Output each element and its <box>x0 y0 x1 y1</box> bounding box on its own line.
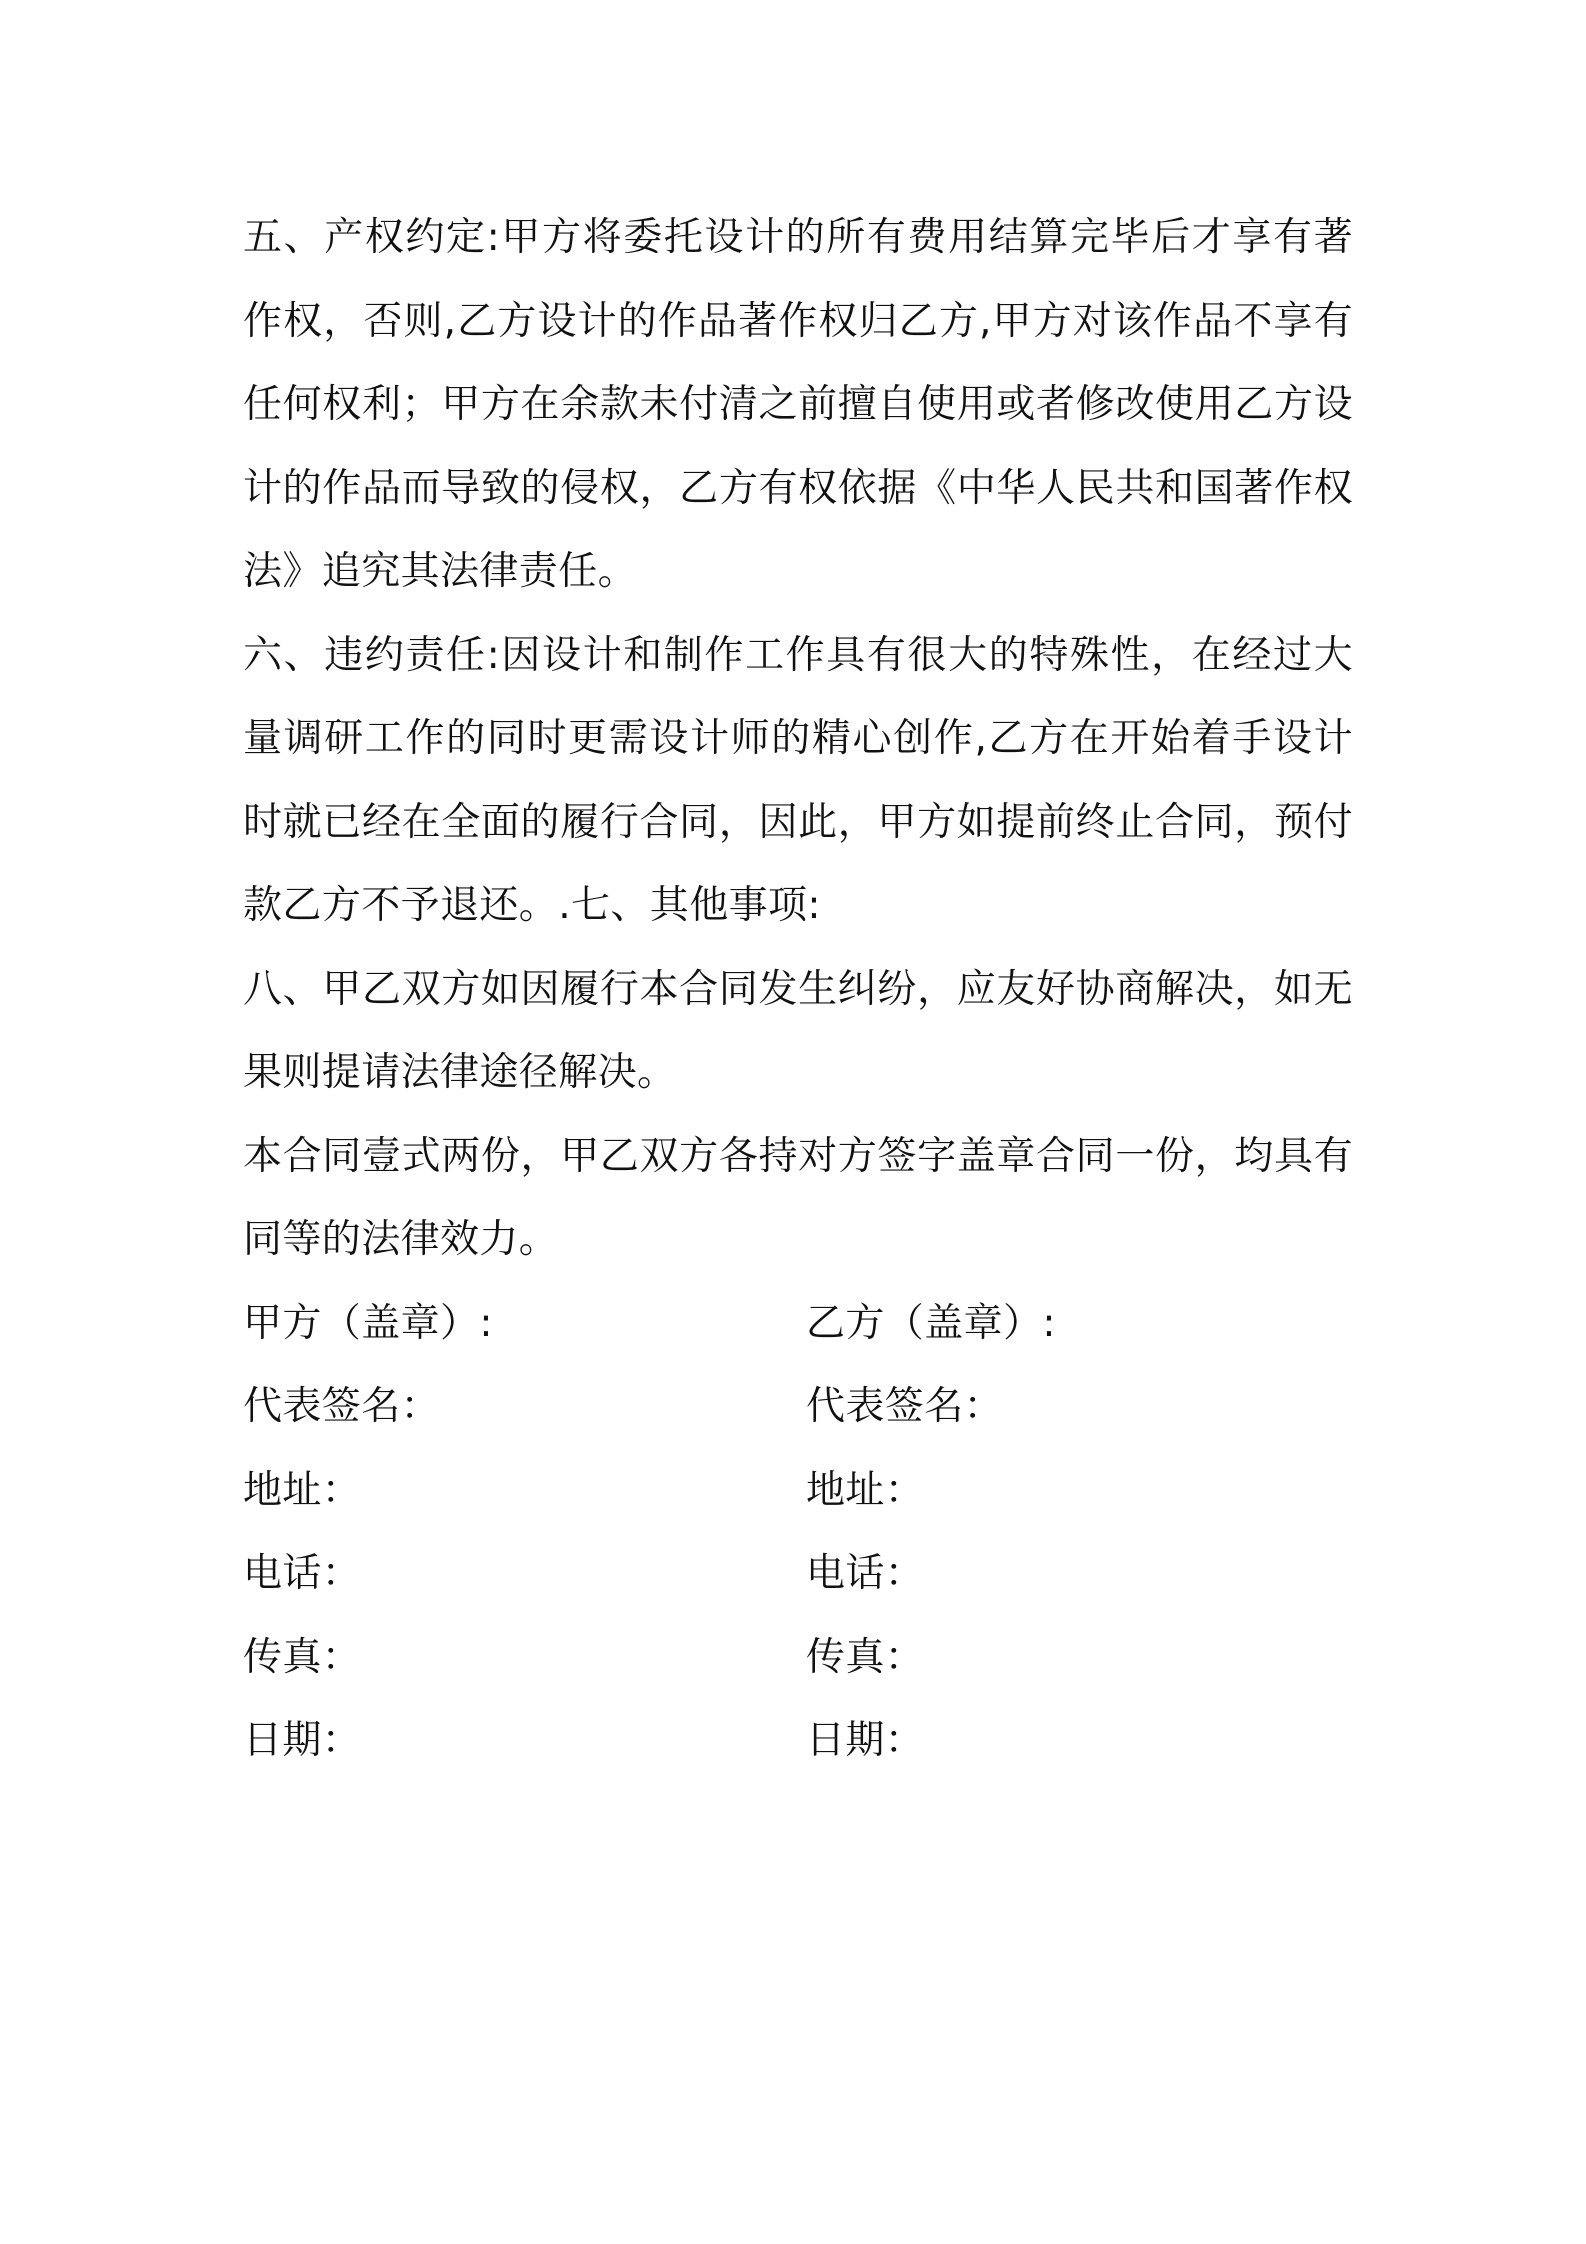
signature-row-representative <box>243 1365 1353 1449</box>
document-body <box>243 196 1353 1783</box>
party-b-phone-label: 电话： <box>806 1551 925 1596</box>
party-b-fax-label: 传真： <box>806 1634 925 1680</box>
party-a-address-label: 地址： <box>243 1467 362 1513</box>
party-b-representative-label: 代表签名： <box>806 1384 1004 1429</box>
signature-row-date <box>243 1699 1353 1783</box>
signature-block <box>243 1282 1353 1783</box>
signature-row-fax <box>243 1616 1353 1700</box>
clause-copies: 本合同壹式两份，甲乙双方各持对方签字盖章合同一份，均具有同等的法律效力。 <box>243 1133 1353 1262</box>
party-a-phone-label: 电话： <box>243 1551 362 1596</box>
signature-row-seal <box>243 1282 1353 1366</box>
party-b-date-label: 日期： <box>806 1718 925 1763</box>
party-a-seal-label: 甲方（盖章）: <box>243 1300 493 1346</box>
party-a-fax-label: 传真： <box>243 1634 362 1680</box>
party-a-representative-label: 代表签名： <box>243 1384 441 1429</box>
signature-row-phone <box>243 1532 1353 1616</box>
clause-property-rights: 五、产权约定:甲方将委托设计的所有费用结算完毕后才享有著作权，否则,乙方设计的作品著作权归乙方,甲方对该作品不享有任何权利；甲方在余款未付清之前擅自使用或者修改使用乙方设计的作品而导致的侵权，乙方有权依据《中华人民共和国著作权法》追究其法律责任。 <box>243 215 1353 594</box>
clause-dispute-resolution: 八、甲乙双方如因履行本合同发生纠纷，应友好协商解决，如无果则提请法律途径解决。 <box>243 966 1353 1095</box>
party-b-address-label: 地址： <box>806 1467 925 1513</box>
signature-row-address <box>243 1449 1353 1533</box>
party-b-seal-label: 乙方（盖章）: <box>806 1300 1056 1346</box>
clause-breach-liability: 六、违约责任:因设计和制作工作具有很大的特殊性，在经过大量调研工作的同时更需设计师的精心创作,乙方在开始着手设计时就已经在全面的履行合同，因此，甲方如提前终止合同，预付款乙方不予退还。.七、其他事项: <box>243 632 1353 928</box>
party-a-date-label: 日期： <box>243 1718 362 1763</box>
